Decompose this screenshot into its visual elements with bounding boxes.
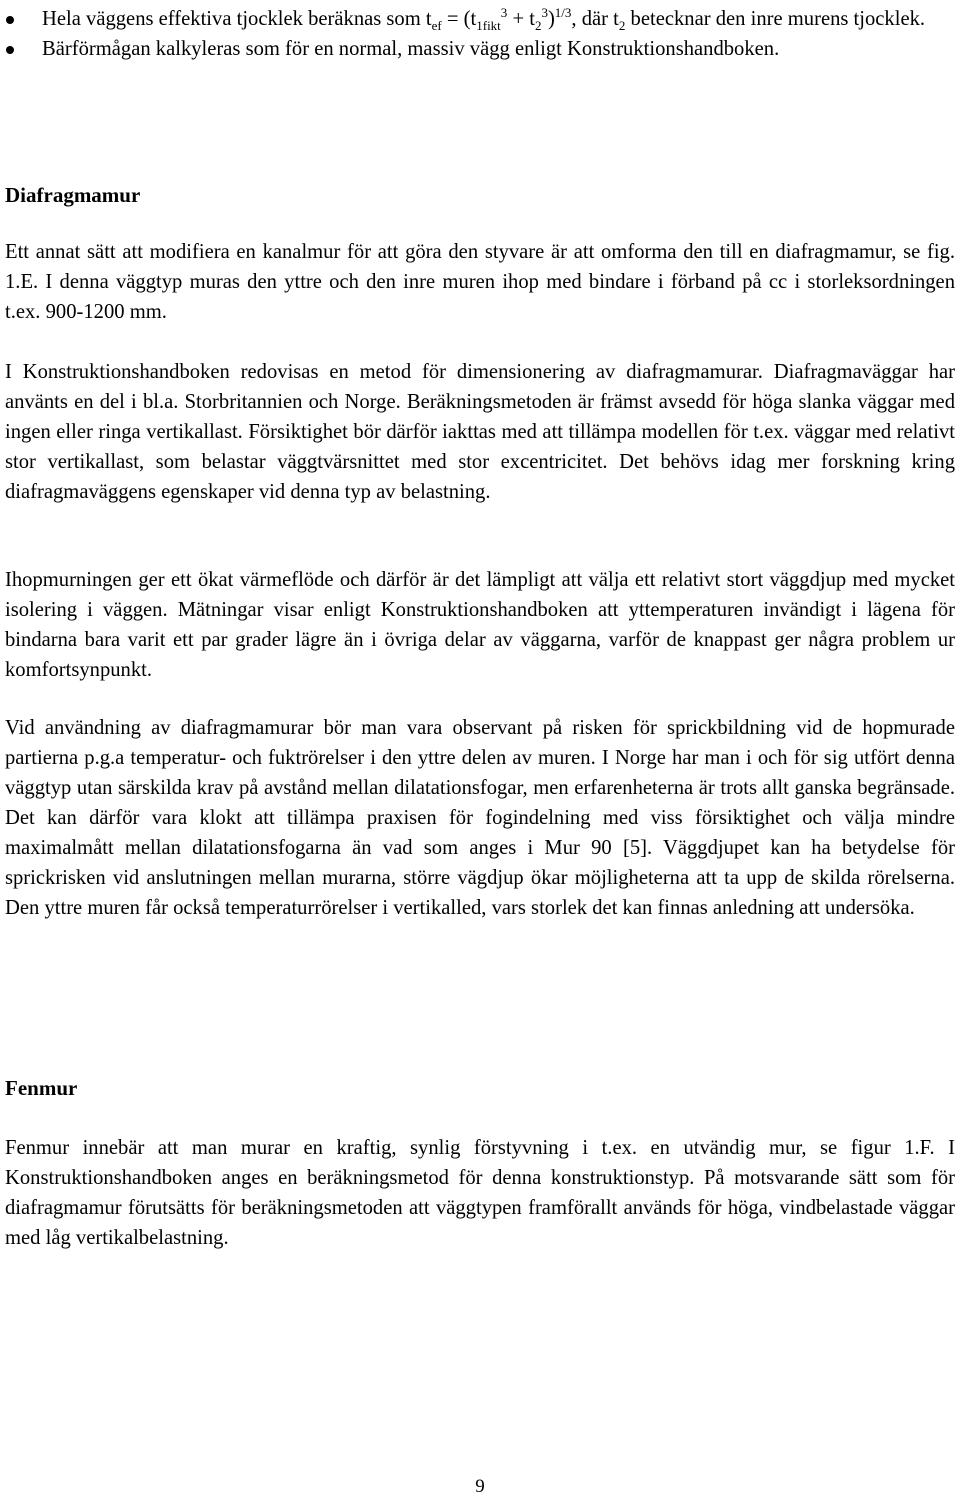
bullet-item-load-capacity [0, 34, 960, 64]
paragraph: Ett annat sätt att modifiera en kanalmur för att göra den styvare är att omforma den till en diafragmamur, se fig. 1.E. I denna väggtyp muras den yttre och den inre muren ihop med bindare i förband på cc i storleksordningen t.ex. 900-1200 mm. [5, 241, 955, 323]
page-number: 9 [475, 1476, 485, 1497]
paragraph: Vid användning av diafragmamurar bör man vara observant på risken för sprickbildning vid de hopmurade partierna p.g.a temperatur- och fuktrörelser i den yttre delen av muren. I Norge har man i och för sig utfört denna väggtyp utan särskilda krav på avstånd mellan dilatationsfogar, men erfarenheterna är trots allt ganska begränsade. Det kan därför vara klokt att tillämpa praxisen för fogindelning med viss försiktighet och välja mindre maximalmått mellan dilatationsfogarna än vad som anges i Mur 90 [5]. Väggdjupet kan ha betydelse för sprickrisken vid anslutningen mellan murarna, större vägdjup ökar möjligheterna att ta upp de skilda rörelserna. Den yttre muren får också temperaturrörelser i vertikalled, vars storlek det kan finnas anledning att undersöka. [5, 717, 955, 919]
bullet-text: Bärförmågan kalkyleras som för en normal, massiv vägg enligt Konstruktionshandboken. [42, 38, 780, 60]
bullet-item-effective-thickness [0, 4, 960, 34]
paragraph: Fenmur innebär att man murar en kraftig, synlig förstyvning i t.ex. en utvändig mur, se figur 1.F. I Konstruktionshandboken anges en beräkningsmetod för denna konstruktionstyp. På motsvarande sätt som för diafragmamur förutsätts för beräkningsmetoden att väggtypen framförallt används för höga, vindbelastade väggar med låg vertikalbelastning. [5, 1137, 955, 1249]
paragraph: Ihopmurningen ger ett ökat värmeflöde och därför är det lämpligt att välja ett relativt stort väggdjup med mycket isolering i väggen. Mätningar visar enligt Konstruktionshandboken att yttemperaturen invändigt i lägena för bindarna bara varit ett par grader lägre än i övriga delar av väggarna, varför de knappast ger några problem ur komfortsynpunkt. [5, 569, 955, 681]
section-heading-diafragmamur: Diafragmamur [5, 183, 141, 207]
section-heading-fenmur: Fenmur [5, 1076, 78, 1100]
bullet-dot-icon [6, 16, 14, 24]
bullet-dot-icon [6, 46, 14, 54]
bullet-text: Hela väggens effektiva tjocklek beräknas som $t_{ef} = (t_{1fikt}^3 + t_2^3)^{1/3}$, där $t_2$ betecknar den inre murens tjocklek. [42, 5, 926, 34]
paragraph: I Konstruktionshandboken redovisas en metod för dimensionering av diafragmamurar. Diafragmaväggar har använts en del i bl.a. Storbritannien och Norge. Beräkningsmetoden är främst avsedd för höga slanka väggar med ingen eller ringa vertikallast. Försiktighet bör därför iakttas med att tillämpa modellen för t.ex. väggar med relativt stor vertikallast, som belastar väggtvärsnittet med stor excentricitet. Det behövs idag mer forskning kring diafragmaväggens egenskaper vid denna typ av belastning. [5, 361, 955, 503]
bullet-list [0, 4, 960, 64]
